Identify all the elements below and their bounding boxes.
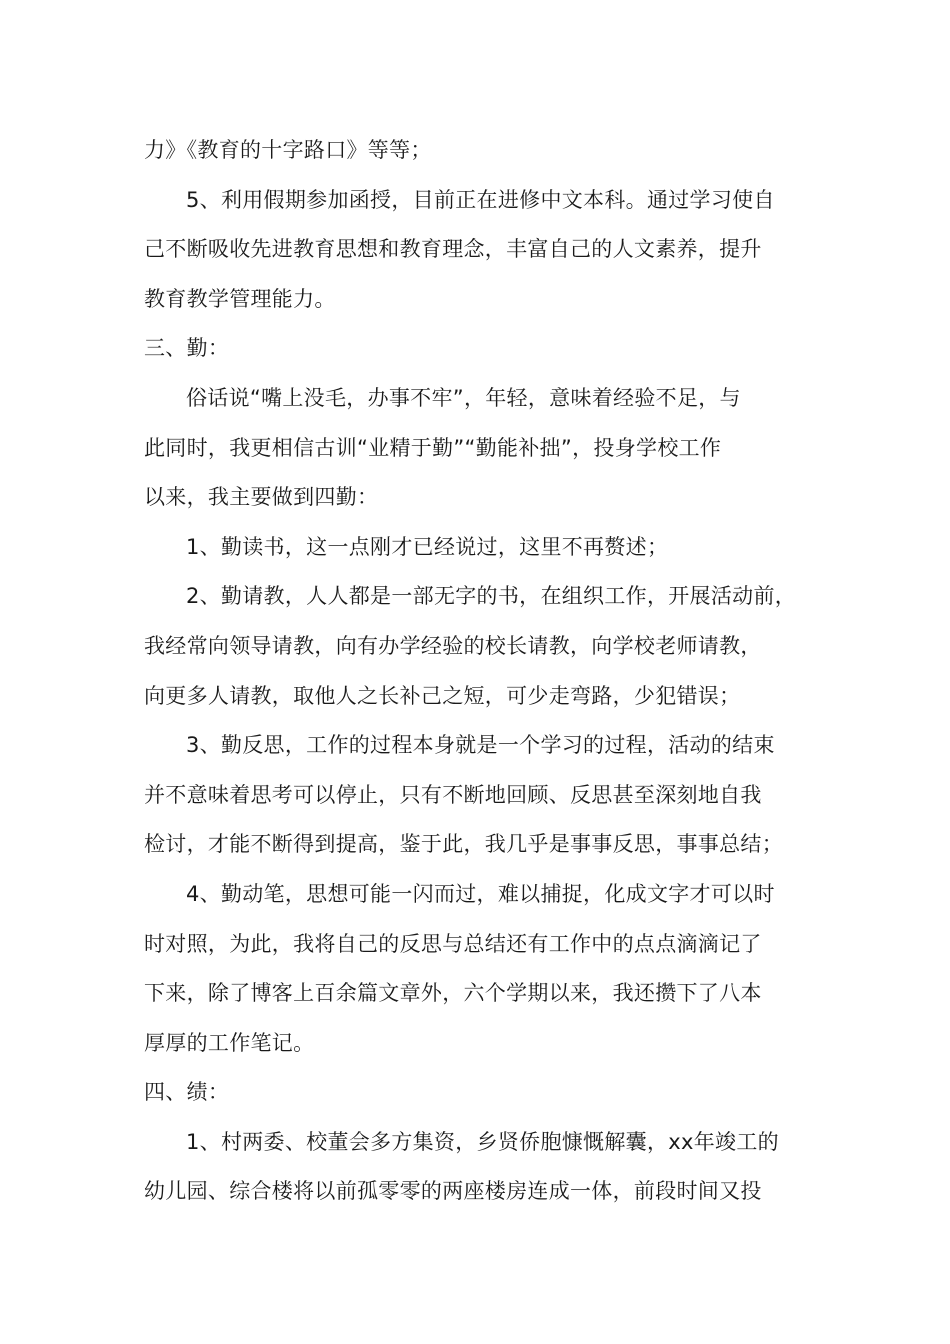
section-heading: 三、勤： xyxy=(144,336,230,361)
text-line: 俗话说“嘴上没毛，办事不牢”，年轻，意味着经验不足，与 xyxy=(186,385,741,410)
section-heading: 四、绩： xyxy=(144,1080,230,1105)
text-line: 并不意味着思考可以停止，只有不断地回顾、反思甚至深刻地自我 xyxy=(144,782,762,807)
text-line: 我经常向领导请教，向有办学经验的校长请教，向学校老师请教， xyxy=(144,633,762,658)
text-line: 向更多人请教，取他人之长补己之短，可少走弯路，少犯错误； xyxy=(144,683,741,708)
text-line: 此同时，我更相信古训“业精于勤”“勤能补拙”，投身学校工作 xyxy=(144,435,722,460)
text-line: 5、利用假期参加函授，目前正在进修中文本科。通过学习使自 xyxy=(186,187,775,212)
text-line: 4、勤动笔，思想可能一闪而过，难以捕捉，化成文字才可以时 xyxy=(186,881,775,906)
text-line: 时对照，为此，我将自己的反思与总结还有工作中的点点滴滴记了 xyxy=(144,931,762,956)
text-line: 力》《教育的十字路口》等等； xyxy=(144,138,432,162)
text-line: 幼儿园、综合楼将以前孤零零的两座楼房连成一体，前段时间又投 xyxy=(144,1179,762,1204)
text-line: 2、勤请教，人人都是一部无字的书，在组织工作，开展活动前， xyxy=(186,584,797,609)
text-line: 3、勤反思，工作的过程本身就是一个学习的过程，活动的结束 xyxy=(186,733,775,758)
text-line: 1、村两委、校董会多方集资，乡贤侨胞慷慨解囊，xx年竣工的 xyxy=(186,1129,779,1154)
document-body xyxy=(144,126,816,1217)
text-line: 以来，我主要做到四勤： xyxy=(144,485,379,510)
text-line: 下来，除了博客上百余篇文章外，六个学期以来，我还攒下了八本 xyxy=(144,981,762,1006)
text-line: 检讨，才能不断得到提高，鉴于此，我几乎是事事反思，事事总结； xyxy=(144,832,783,857)
text-line: 教育教学管理能力。 xyxy=(144,286,336,311)
text-line: 1、勤读书，这一点刚才已经说过，这里不再赘述； xyxy=(186,534,669,559)
text-line: 厚厚的工作笔记。 xyxy=(144,1030,315,1055)
text-line: 己不断吸收先进教育思想和教育理念，丰富自己的人文素养，提升 xyxy=(144,237,762,262)
